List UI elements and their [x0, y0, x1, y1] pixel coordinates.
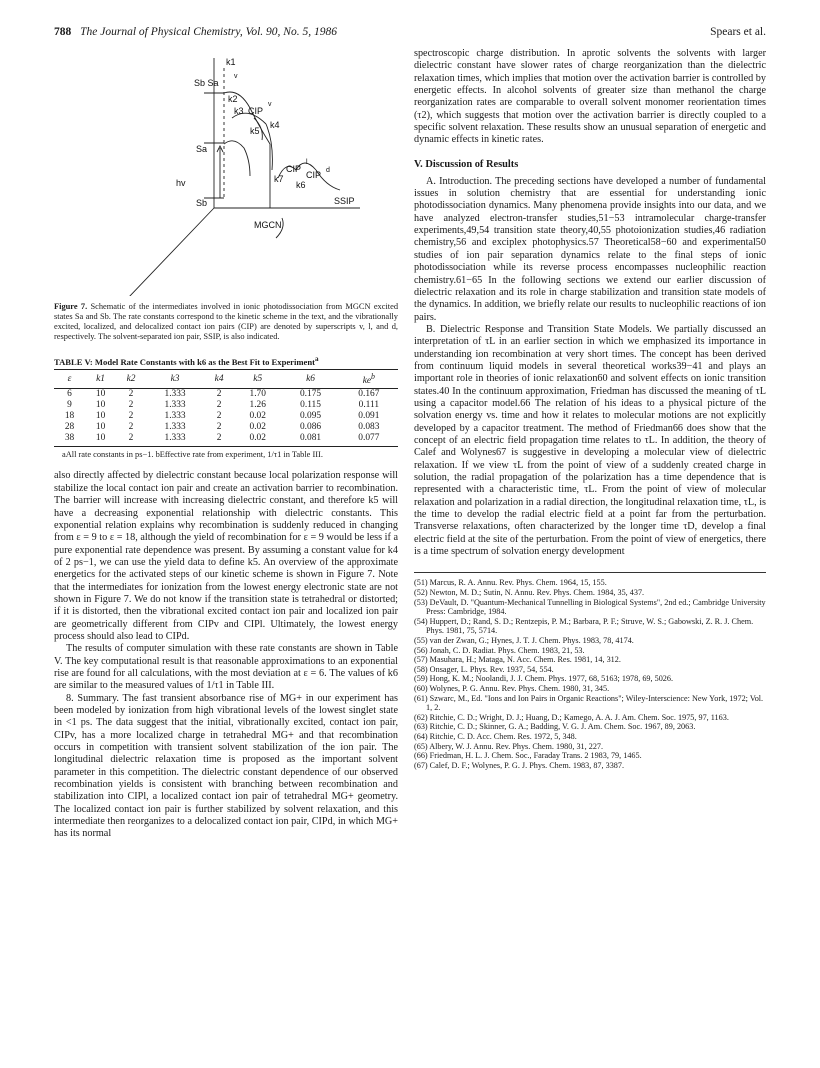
col-k5: k5 [234, 370, 281, 389]
right-column [414, 48, 766, 770]
figure-7 [54, 48, 398, 296]
label-cip-v: CIP [248, 106, 264, 116]
label-s0: Sb [196, 198, 208, 208]
table-row: 18 10 2 1.333 2 0.02 0.095 0.091 [64, 411, 380, 422]
table-header-row [54, 370, 398, 389]
table-row: 9 10 2 1.333 2 1.26 0.115 0.111 [67, 400, 380, 411]
page-number: 788 [54, 26, 72, 38]
left-column [54, 48, 398, 841]
reference-item: (57) Masuhara, H.; Mataga, N. Acc. Chem. Res. 1981, 14, 312. [414, 655, 621, 665]
figure-caption [54, 302, 398, 342]
k4-descent-curve [266, 124, 272, 170]
reference-item: (56) Jonah, C. D. Radiat. Phys. Chem. 1983, 21, 53. [414, 645, 585, 655]
reference-item: (66) Friedman, H. L. J. Chem. Soc., Faraday Trans. 2 1983, 79, 1465. [414, 751, 642, 761]
dielectric-paragraph: B. Dielectric Response and Transition State Models. We partially discussed an interpretation of τL in an earlier section in which we emphasized its importance in understanding ion recombination at very short times. The concept has been derived from continuum liquid models in several theoretical works39−41 and plays an important role in theories of ionic relaxation60 and solvent effects on ionic transition states.40 In the continuum approximation, Friedman has discussed the meaning of τL using a capacitor model.66 The relation of his ideas to a physical picture of the solvation energy vs. time and how it relates to molecular motions are not explicitly developed by a capacitor treatment. The method of Friedman66 does show that the concept of an electric field propagation time relates to τL. In addition, the theory of Calef and Wolynes67 is suggestive in developing a molecular view of dielectric relaxation. If we view τL from the point of view of a suddenly created charge in solution, the radial propagation of the polarization has a time dependence that is represented with a characteristic time, τL. From the point of view of molecular relaxation and polarization in a radial direction, the longitudinal relaxation time, τL, is the time to develop the radial electric field at a point far from the perturbation. Transverse relaxations, often characterized by the longer time τD, develop a final electric field at the site of the perturbation. From the point of view of energetics, there is a time spectrum of solvation energy development [414, 323, 766, 558]
reaction-axis-diagonal [128, 208, 214, 296]
table-row: 6 10 2 1.333 2 1.70 0.175 0.167 [67, 389, 380, 400]
table-footnote: aAll rate constants in ps−1. bEffective rate from experiment, 1/τ1 in Table III. [62, 450, 323, 460]
rate-constants-table [54, 369, 398, 447]
reference-item: (67) Calef, D. F.; Wolynes, P. G. J. Phys. Chem. 1983, 87, 3387. [414, 760, 625, 770]
label-k2: k2 [228, 94, 238, 104]
table-row: 38 10 2 1.333 2 0.02 0.081 0.077 [54, 433, 398, 447]
reference-item: (51) Marcus, R. A. Annu. Rev. Phys. Chem. 1964, 15, 155. [414, 578, 607, 588]
reference-item: (64) Ritchie, C. D. Acc. Chem. Res. 1972, 5, 348. [414, 731, 577, 741]
reference-item: (59) Hong, K. M.; Noolandi, J. J. Chem. Phys. 1977, 68, 5163; 1978, 69, 5026. [414, 674, 674, 684]
label-k1: k1 [226, 57, 236, 67]
body-paragraph: The results of computer simulation with these rate constants are shown in Table V. The key computational result is that reasonable approximations to an exponential rise are found for all calculations, with the most deviation at ε = 6. The values of k6 are similar to the measured values of 1/τ1 in Table III. [54, 643, 398, 692]
body-paragraph: spectroscopic charge distribution. In aprotic solvents the solvents with larger dielectric constant have slower rates of charge reorganization than the dielectric relaxation times, which implies that motion over the activation barrier is controlled by energetic effects. In alcohol solvents of greater size than methanol the charge reorganization rates are comparable to overall solvent monomer reorientation times (τ2), which suggests that motion over the activation barrier is directly coupled to a specific solvent relaxation. These results show an unusual separation of energetic and dynamic effects in kinetic rates. [414, 48, 766, 146]
label-ssip: SSIP [334, 196, 355, 206]
label-cip-l: CIP [286, 164, 302, 174]
summary-paragraph: 8. Summary. The fast transient absorbance rise of MG+ in our experiment has been modeled by ionization from high vibrational levels of the lowest singlet state in <1 ps. The data suggest that the initial, vibrationally excited, contact ion pair, CIPv, has a more localized charge in tetrahedral MG+ and that recombination occurs in competition with transient solvent stabilization of the ion pair. The longitudinal dielectric relaxation time is proposed as the important solvent parameter in this competition. The dielectric constant dependence of our observed recombination yields is consistent with branching between recombination and stabilization into CIPl, a localized contact ion pair of tetrahedral MG+ geometry. The localized contact ion pair is further stabilized by solvent relaxation, and this intermediate then reorganizes to a delocalized contact ion pair, CIPd, in which MG+ has its normal [54, 692, 398, 840]
col-k1: k1 [85, 370, 116, 389]
col-k6: k6 [281, 370, 339, 389]
table-title: TABLE V: Model Rate Constants with k6 as the Best Fit to Experiment$^a$ [54, 355, 319, 367]
figure-caption-text: Schematic of the intermediates involved in ionic photodissociation from MGCN excited states Sa and Sb. The rate constants correspond to the kinetic scheme in the text, and the vibrationally excited, localized, and delocalized contact ion pairs (CIP) are denoted by superscripts v, l, and d, respectively. The solvent-separated ion pair, SSIP, is also indicated. [54, 302, 399, 341]
running-authors: Spears et al. [710, 26, 766, 38]
journal-title: The Journal of Physical Chemistry, Vol. 90, No. 5, 1986 [80, 26, 337, 38]
reference-item: (52) Newton, M. D.; Sutin, N. Annu. Rev. Phys. Chem. 1984, 35, 437. [414, 588, 645, 597]
col-k2: k2 [116, 370, 146, 389]
introduction-paragraph: A. Introduction. The preceding sections have developed a number of fundamental issues in solution chemistry that are essential for understanding ionic photodissociation dynamics. Many phenomena provide insights into our data, and we have analyzed electron-transfer studies,51−53 intramolecular charge-transfer experiments,49,54 transition state theory,40,55 photoionization studies,46 radiation chemistry,56 and exciplex photophysics.57 Theoretical58−60 and experimental50 studies of ion pair separation dynamics relate to the final steps of ionic photodissociation while its reverse process encompasses nucleophilic reaction chemistry.61−65 In the following sections we extend our earlier discussion of dielectric relaxation and its role in charge stabilization and transition state models of the dynamics. In addition, we briefly relate our results to nucleophilic reactions of ion pairs. [414, 175, 766, 323]
reference-item: (54) Huppert, D.; Rand, S. D.; Rentzepis, P. M.; Barbara, P. F.; Struve, W. S.; Gabowski, Z. R. J. Chem. Phys. 1981, 75, 5714. [414, 616, 754, 636]
label-sup-v: v [268, 101, 272, 108]
reference-item: (65) Albery, W. J. Annu. Rev. Phys. Chem. 1980, 31, 227. [414, 741, 604, 751]
reference-item: (53) DeVault, D. "Quantum-Mechanical Tunnelling in Biological Systems", 2nd ed.; Cambridge University Press: Cambridge, 1984. [414, 597, 766, 617]
label-mgcn: MGCN [254, 220, 282, 230]
label-sup-d: d [326, 167, 330, 174]
label-k4: k4 [270, 120, 280, 130]
label-v: v [234, 73, 238, 80]
label-k7: k7 [274, 174, 284, 184]
energy-diagram [54, 48, 398, 296]
label-sb-sa: Sb Sa [194, 78, 219, 88]
label-sup-l: l [306, 159, 308, 166]
reference-item: (55) van der Zwan, G.; Hynes, J. T. J. Chem. Phys. 1983, 78, 4174. [414, 635, 634, 645]
reference-list [414, 572, 766, 770]
reference-item: (58) Onsager, L. Phys. Rev. 1937, 54, 554. [414, 664, 554, 674]
label-sa: Sa [196, 144, 208, 154]
reference-item: (62) Ritchie, C. D.; Wright, D. J.; Huang, D.; Kamego, A. A. J. Am. Chem. Soc. 1975, 97, 1163. [414, 712, 729, 722]
label-cip-d: CIP [306, 170, 322, 180]
body-paragraph: also directly affected by dielectric constant because local polarization response will stabilize the local contact ion pair and create an activation barrier to recombination. The barrier will increase with increasing dielectric constant, and therefore k5 will have a decreasing exponential relationship with dielectric constants. This exponential relation explains why recombination is suddenly reduced in changing from ε = 9 to ε = 18, although the yield of recombination for ε = 9 would be less if a pure exponential rate dependence was present. By assuming a constant value for k4 of 2 ps−1, we can use the yield data to define k5. An overview of the approximate energetics for the activated steps of our kinetic scheme is shown in Figure 7. Note that the intermediates for ionization from the lowest energy electronic state are not shown in Figure 7. We do not know if the transition state is tetrahedral or distorted; if it is distorted, then the vibrational excited contact ion pair and localized ion pair are geometrically different from CIPv and CIPl. Ultimately, the lowest energy process should also lead to CIPd. [54, 470, 398, 642]
section-heading: V. Discussion of Results [414, 158, 519, 170]
label-k5: k5 [250, 126, 260, 136]
figure-caption-label: Figure 7. [54, 302, 88, 311]
running-header [54, 26, 766, 42]
sa-curve [224, 141, 250, 176]
col-ke: $ke^b$ [340, 370, 398, 389]
col-epsilon: ε [54, 370, 85, 389]
col-k4: k4 [204, 370, 234, 389]
label-k3: k3 [234, 106, 244, 116]
label-k6: k6 [296, 180, 306, 190]
table-row: 28 10 2 1.333 2 0.02 0.086 0.083 [64, 422, 380, 433]
reference-item: (61) Szwarc, M., Ed. "Ions and Ion Pairs in Organic Reactions"; Wiley-Interscience: New York, 1972; Vol. 1, 2. [414, 693, 764, 713]
label-hv: hv [176, 178, 186, 188]
reference-item: (63) Ritchie, C. D.; Skinner, G. A.; Badding, V. G. J. Am. Chem. Soc. 1967, 89, 2063. [414, 722, 696, 732]
col-k3: k3 [146, 370, 204, 389]
reference-item: (60) Wolynes, P. G. Annu. Rev. Phys. Chem. 1980, 31, 345. [414, 683, 610, 693]
